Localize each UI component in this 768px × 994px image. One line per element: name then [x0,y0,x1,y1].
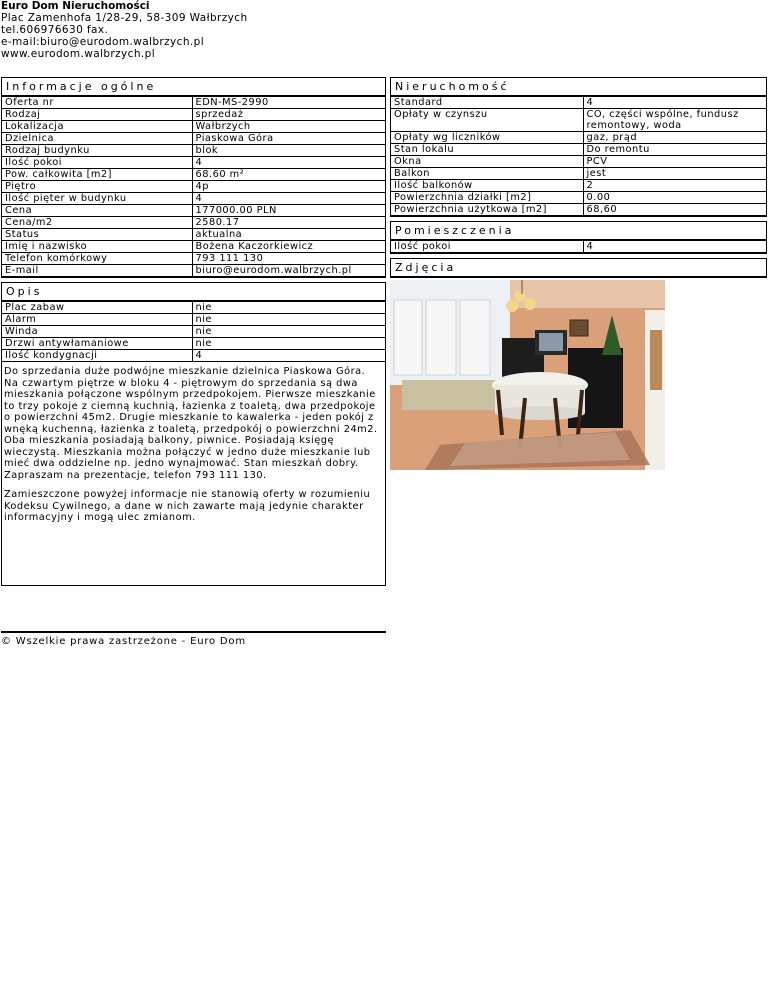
field-value: 2580.17 [192,217,385,229]
field-label: Pow. całkowita [m2] [2,169,192,181]
field-value: Do remontu [583,144,766,156]
field-value: PCV [583,156,766,168]
general-info-row [2,229,385,241]
general-info-row [2,157,385,169]
general-info-row [2,109,385,121]
field-label: Ilość pokoi [2,157,192,169]
property-row [391,156,766,168]
general-info-row [2,97,385,109]
field-label: Lokalizacja [2,121,192,133]
opis-table [2,302,385,362]
field-label: Status [2,229,192,241]
rooms-row [391,241,766,253]
property-row [391,180,766,192]
field-value: jest [583,168,766,180]
field-value: 4 [583,97,766,109]
field-label: Powierzchnia użytkowa [m2] [391,204,583,216]
general-info-row [2,193,385,205]
general-info-row [2,145,385,157]
field-label: Powierzchnia działki [m2] [391,192,583,204]
field-label: Standard [391,97,583,109]
field-label: Ilość kondygnacji [2,350,192,362]
field-label: Rodzaj budynku [2,145,192,157]
field-value: Bożena Kaczorkiewicz [192,241,385,253]
field-value: EDN-MS-2990 [192,97,385,109]
property-table [391,97,766,216]
field-label: Plac zabaw [2,302,192,314]
company-name: Euro Dom Nieruchomości [1,0,150,12]
property-photo[interactable] [390,280,665,470]
field-value: 4 [192,193,385,205]
general-info-row [2,217,385,229]
field-value: Piaskowa Góra [192,133,385,145]
general-info-row [2,265,385,277]
field-value: nie [192,314,385,326]
description-text: Do sprzedania duże podwójne mieszkanie dzielnica Piaskowa Góra. Na czwartym piętrze w bloku 4 - piętrowym do sprzedania są dwa mieszkania połączone wspólnym przedpokojem. Pierwsze mieszkanie to trzy pokoje z ciemną kuchnią, łazienka z toaletą, dwa przedpokoje o powierzchni 45m2. Drugie mieszkanie to kawalerka - jeden pokój z wnęką kuchenną, łazienka z toaletą, przedpokój o powierzchni 24m2. Oba mieszkania posiadają balkony, piwnice. Posiadają księgę wieczystą. Mieszkania można połączyć w jedno duże mieszkanie lub mieć dwa oddzielne np. jedno wynajmować. Stan mieszkań dobry. Zapraszam na prezentacje, telefon 793 111 130. [4,366,378,481]
field-value: 4 [583,241,766,253]
field-value: 793 111 130 [192,253,385,265]
rooms-table [391,241,766,253]
field-value: 4p [192,181,385,193]
field-value: 4 [192,157,385,169]
field-label: Ilość balkonów [391,180,583,192]
field-value: nie [192,338,385,350]
right-column [390,77,767,470]
field-label: Cena/m2 [2,217,192,229]
field-label: Winda [2,326,192,338]
property-row [391,168,766,180]
description-block [2,362,385,524]
company-email: e-mail:biuro@eurodom.walbrzych.pl [1,36,205,48]
section-title-property: Nieruchomość [390,77,767,97]
opis-box [1,302,386,586]
property-row [391,97,766,109]
general-info-row [2,205,385,217]
opis-row [2,314,385,326]
field-value: 177000.00 PLN [192,205,385,217]
opis-row [2,326,385,338]
field-label: Alarm [2,314,192,326]
general-info-row [2,169,385,181]
left-column [1,77,386,586]
opis-row [2,302,385,314]
rooms-box [390,241,767,254]
property-row [391,192,766,204]
field-label: Ilość pięter w budynku [2,193,192,205]
general-info-row [2,253,385,265]
general-info-box [1,97,386,278]
company-phone: tel.606976630 fax. [1,24,109,36]
section-title-rooms: Pomieszczenia [390,221,767,241]
section-title-general: Informacje ogólne [1,77,386,97]
field-value: nie [192,326,385,338]
agency-header [1,0,248,60]
section-title-photos: Zdjęcia [390,258,767,278]
field-value: gaz, prąd [583,132,766,144]
property-box [390,97,767,217]
general-info-row [2,181,385,193]
field-value: 4 [192,350,385,362]
field-label: Imię i nazwisko [2,241,192,253]
footer: © Wszelkie prawa zastrzeżone - Euro Dom [1,631,386,647]
property-row [391,144,766,156]
field-value: 68,60 [583,204,766,216]
general-info-table [2,97,385,277]
field-value: biuro@eurodom.walbrzych.pl [192,265,385,277]
general-info-row [2,121,385,133]
opis-row [2,350,385,362]
field-value: aktualna [192,229,385,241]
section-title-opis: Opis [1,282,386,302]
field-value: CO, części wspólne, fundusz remontowy, woda [583,109,766,132]
field-label: Ilość pokoi [391,241,583,253]
field-label: Oferta nr [2,97,192,109]
field-label: E-mail [2,265,192,277]
field-value: blok [192,145,385,157]
disclaimer-text: Zamieszczone powyżej informacje nie stanowią oferty w rozumieniu Kodeksu Cywilnego, a dane w nich zawarte mają jedynie charakter informacyjny i mogą ulec zmianom. [4,489,371,523]
field-value: 0.00 [583,192,766,204]
company-website: www.eurodom.walbrzych.pl [1,48,156,60]
field-value: nie [192,302,385,314]
field-label: Okna [391,156,583,168]
field-value: 68.60 m² [192,169,385,181]
field-label: Piętro [2,181,192,193]
field-value: 2 [583,180,766,192]
field-label: Dzielnica [2,133,192,145]
company-address: Plac Zamenhofa 1/28-29, 58-309 Wałbrzych [1,12,248,24]
field-value: sprzedaż [192,109,385,121]
field-value: Wałbrzych [192,121,385,133]
field-label: Balkon [391,168,583,180]
field-label: Drzwi antywłamaniowe [2,338,192,350]
property-row [391,204,766,216]
field-label: Opłaty w czynszu [391,109,583,132]
property-row [391,132,766,144]
general-info-row [2,241,385,253]
field-label: Opłaty wg liczników [391,132,583,144]
general-info-row [2,133,385,145]
opis-row [2,338,385,350]
field-label: Rodzaj [2,109,192,121]
field-label: Cena [2,205,192,217]
field-label: Stan lokalu [391,144,583,156]
field-label: Telefon komórkowy [2,253,192,265]
property-row [391,109,766,132]
